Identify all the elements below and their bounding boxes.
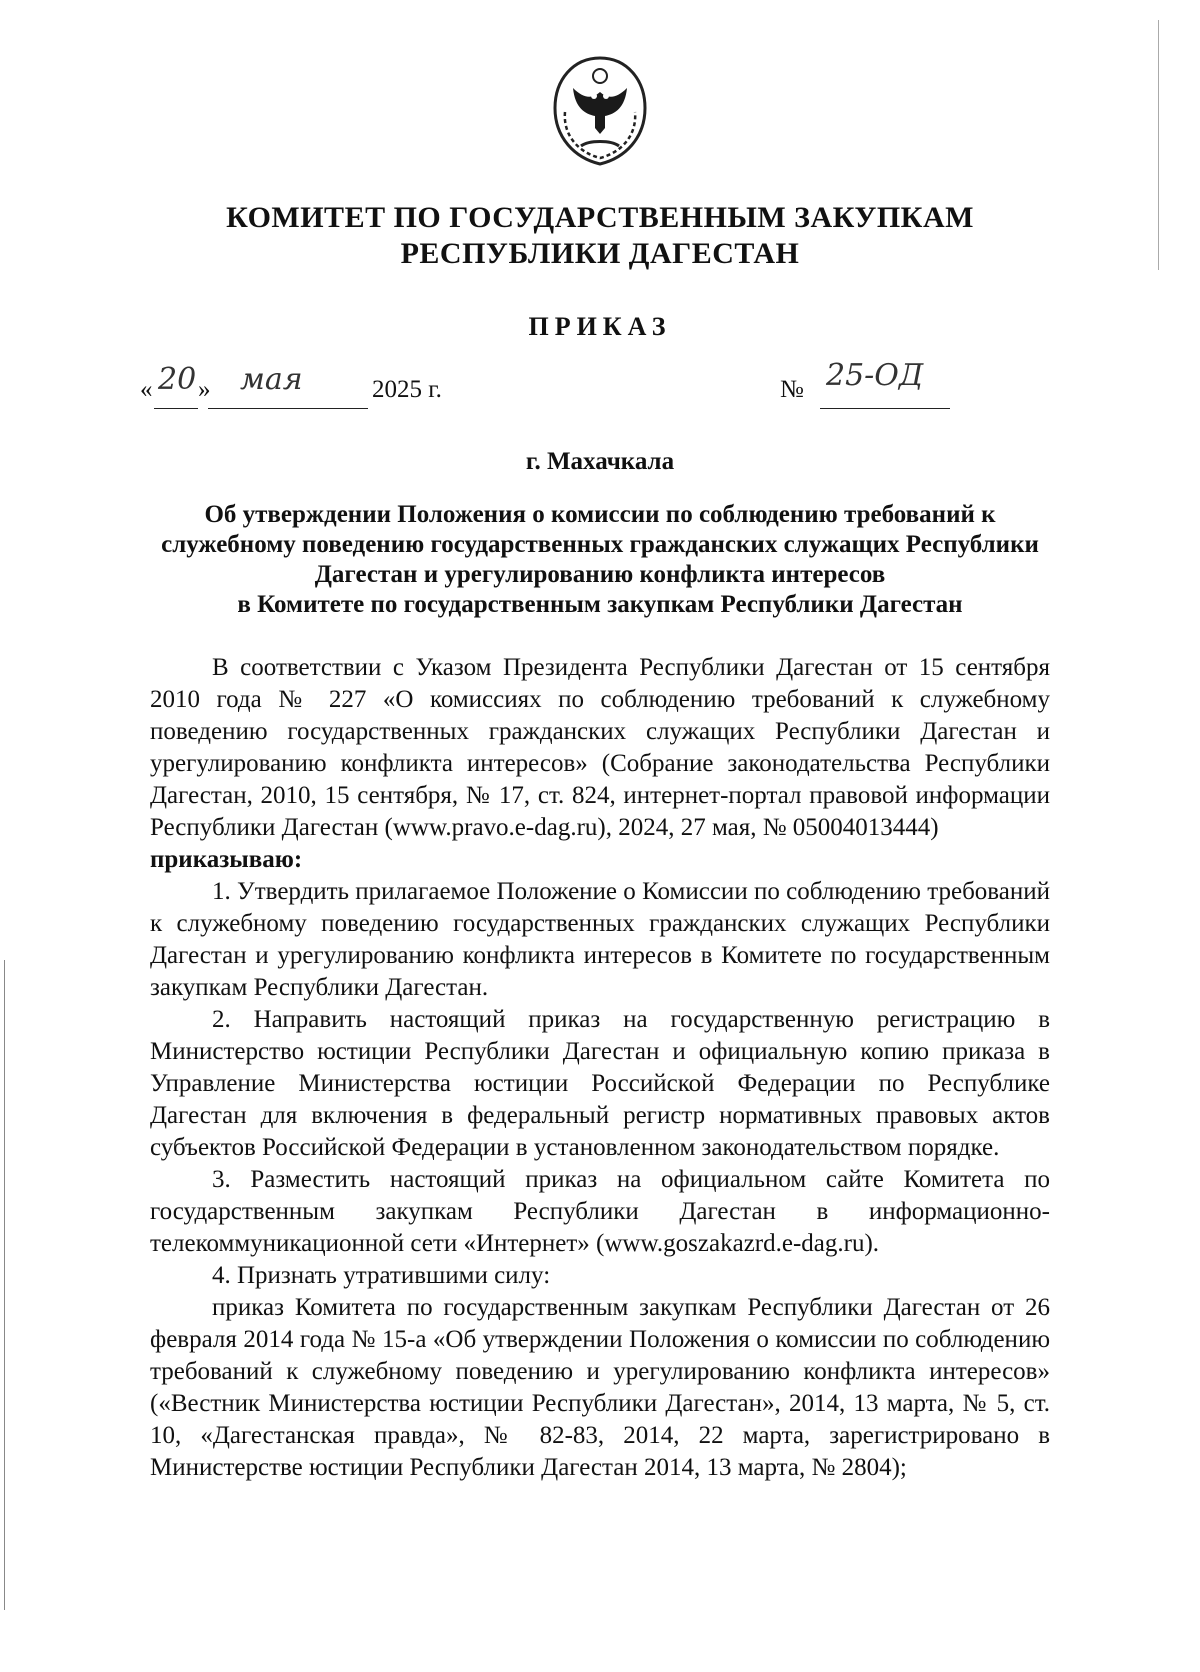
number-sign: № <box>780 376 804 403</box>
date-close-quote: » <box>198 376 211 403</box>
date-open-quote: « <box>140 376 153 403</box>
order-subject <box>150 500 1050 620</box>
date-day-underline <box>154 408 198 409</box>
number-underline <box>820 408 950 409</box>
organization-title <box>150 200 1050 272</box>
date-year: 2025 г. <box>372 376 442 403</box>
document-type: ПРИКАЗ <box>528 312 672 341</box>
order-item-4: 4. Признать утратившими силу: <box>212 1262 551 1289</box>
scan-edge-line <box>1158 20 1159 270</box>
order-item-2: 2. Направить настоящий приказ на государственную регистрацию в Министерство юстиции Республики Дагестан и официальную копию приказа в Управление Министерства юстиции Российской Федерации по Республике Дагестан для включения в федеральный регистр нормативных правовых актов субъектов Российской Федерации в установленном законодательством порядке. <box>150 1006 1050 1161</box>
order-item-3: 3. Разместить настоящий приказ на официальном сайте Комитета по государственным закупкам Республики Дагестан в информационно-телекоммуникационной сети «Интернет» (www.goszakazrd.e-dag.ru). <box>150 1166 1050 1257</box>
order-number <box>780 358 960 408</box>
subject-line: Об утверждении Положения о комиссии по соблюдению требований к <box>204 501 996 528</box>
preamble-paragraph: В соответствии с Указом Президента Республики Дагестан от 15 сентября 2010 года № 227 «О комиссиях по соблюдению требований к служебному поведению государственных гражданских служащих Республики Дагестан и урегулированию конфликта интересов» (Собрание законодательства Республики Дагестан, 2010, 15 сентября, № 17, ст. 824, интернет-портал правовой информации Республики Дагестан (www.pravo.e-dag.ru), 2024, 27 мая, № 05004013444) <box>150 654 1050 841</box>
subject-line: в Комитете по государственным закупкам Республики Дагестан <box>237 591 963 618</box>
date-month-underline <box>208 408 368 409</box>
scan-edge-line <box>4 960 5 1610</box>
order-date <box>140 362 580 408</box>
order-number-handwritten: 25-ОД <box>826 358 924 393</box>
order-body <box>150 652 1050 1484</box>
coat-of-arms-emblem <box>545 52 655 170</box>
order-item-1: 1. Утвердить прилагаемое Положение о Комиссии по соблюдению требований к служебному поведению государственных гражданских служащих Республики Дагестан и урегулированию конфликта интересов в Комитете по государственным закупкам Республики Дагестан. <box>150 878 1050 1001</box>
organization-title-line: РЕСПУБЛИКИ ДАГЕСТАН <box>400 237 800 270</box>
organization-title-line: КОМИТЕТ ПО ГОСУДАРСТВЕННЫМ ЗАКУПКАМ <box>226 201 974 234</box>
order-item-4-subitem: приказ Комитета по государственным закупкам Республики Дагестан от 26 февраля 2014 года № 15-а «Об утверждении Положения о комиссии по соблюдению требований к служебному поведению и урегулированию конфликта интересов» («Вестник Министерства юстиции Республики Дагестан», 2014, 13 марта, № 5, ст. 10, «Дагестанская правда», № 82-83, 2014, 22 марта, зарегистрировано в Министерстве юстиции Республики Дагестан 2014, 13 марта, № 2804); <box>150 1294 1050 1481</box>
city: г. Махачкала <box>525 448 675 475</box>
subject-line: служебному поведению государственных гражданских служащих Республики <box>161 531 1039 558</box>
order-directive: приказываю: <box>150 846 303 873</box>
date-day-handwritten: 20 <box>158 362 197 397</box>
date-month-handwritten: мая <box>240 362 303 397</box>
subject-line: Дагестан и урегулированию конфликта интересов <box>314 561 886 588</box>
